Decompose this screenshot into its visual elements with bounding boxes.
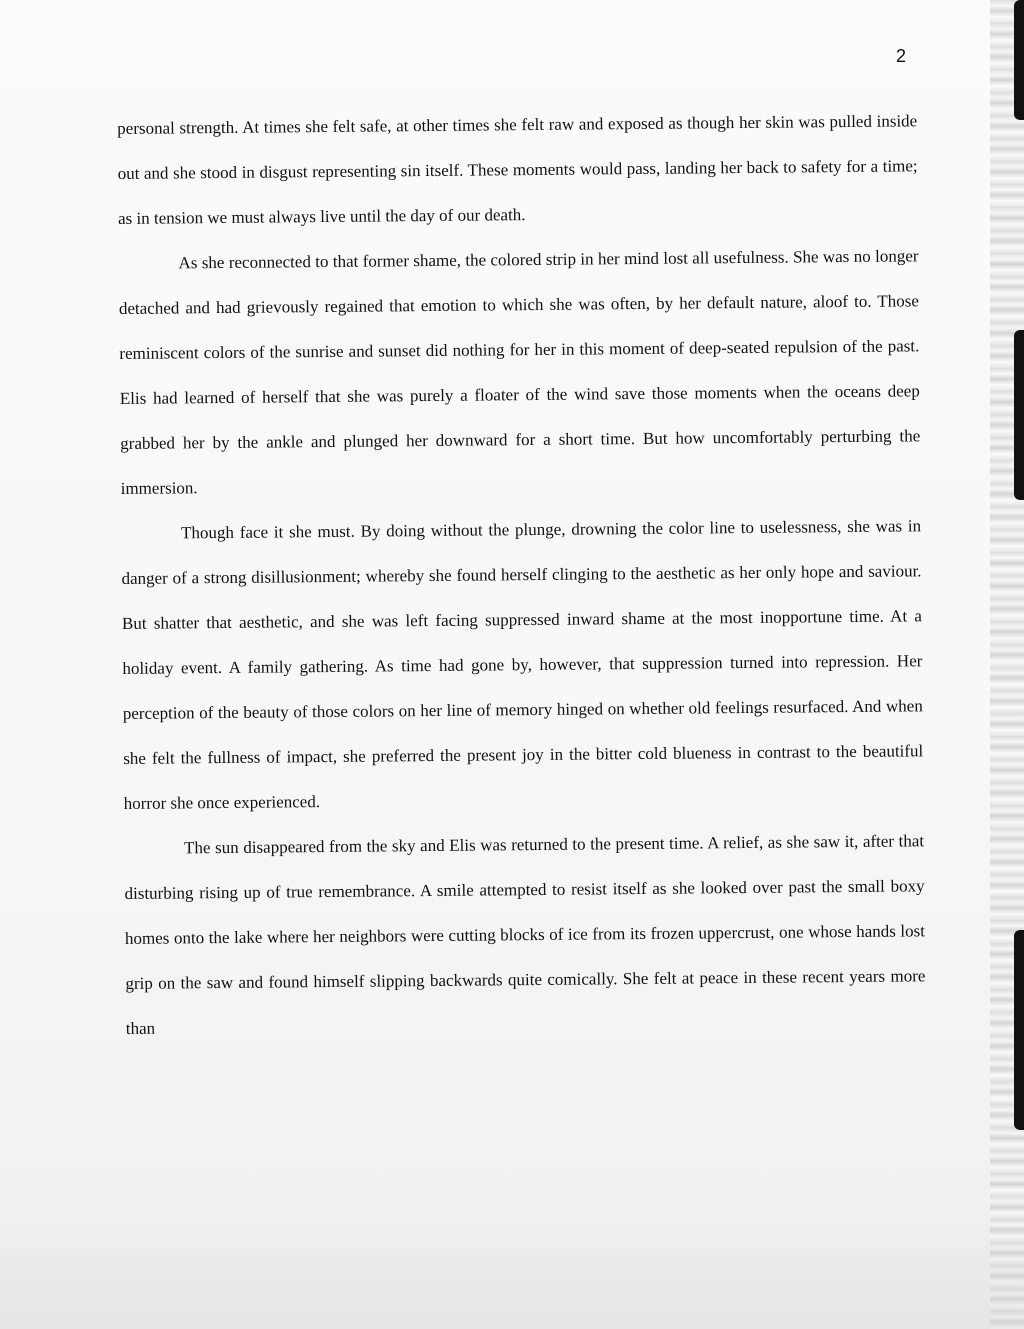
scan-edge-mark-top	[1014, 0, 1024, 120]
paragraph-4: The sun disappeared from the sky and Elis was returned to the present time. A relief, as she saw it, after that disturbing rising up of true remembrance. A smile attempted to resist itself as she looked over past the small boxy homes onto the lake where her neighbors were cutting blocks of ice from its frozen uppercrust, one whose hands lost grip on the saw and found himself slipping backwards quite comically. She felt at peace in these recent years more than	[124, 831, 926, 1038]
scan-bottom-shadow	[0, 1209, 1024, 1329]
paragraph-2: As she reconnected to that former shame, the colored strip in her mind lost all usefulness. She was no longer detached and had grievously regained that emotion to which she was often, by her default nature, aloof to. Those reminiscent colors of the sunrise and sunset did nothing for her in this moment of deep-seated repulsion of the past. Elis had learned of herself that she was purely a floater of the wind save those moments when the oceans deep grabbed her by the ankle and plunged her downward for a short time. But how uncomfortably perturbing the immersion.	[118, 246, 921, 498]
paragraph-1: personal strength. At times she felt safe, at other times she felt raw and exposed as though her skin was pulled inside out and she stood in disgust representing sin itself. These moments would pass, landing her back to safety for a time; as in tension we must always live until the day of our death.	[117, 111, 918, 228]
page-number: 2	[896, 46, 907, 66]
scan-edge-mark-bottom	[1014, 930, 1024, 1130]
paragraph-3: Though face it she must. By doing without the plunge, drowning the color line to uselessness, she was in danger of a strong disillusionment; whereby she found herself clinging to the aesthetic as her only hope and saviour. But shatter that aesthetic, and she was left facing suppressed inward shame at the most inopportune time. At a holiday event. A family gathering. As time had gone by, however, that suppression turned into repression. Her perception of the beauty of those colors on her line of memory hinged on whether old feelings resurfaced. And when she felt the fullness of impact, she preferred the present joy in the bitter cold blueness in contrast to the beautiful horror she once experienced.	[121, 516, 924, 813]
body-text	[117, 98, 926, 1051]
scan-edge-mark-middle	[1014, 330, 1024, 500]
